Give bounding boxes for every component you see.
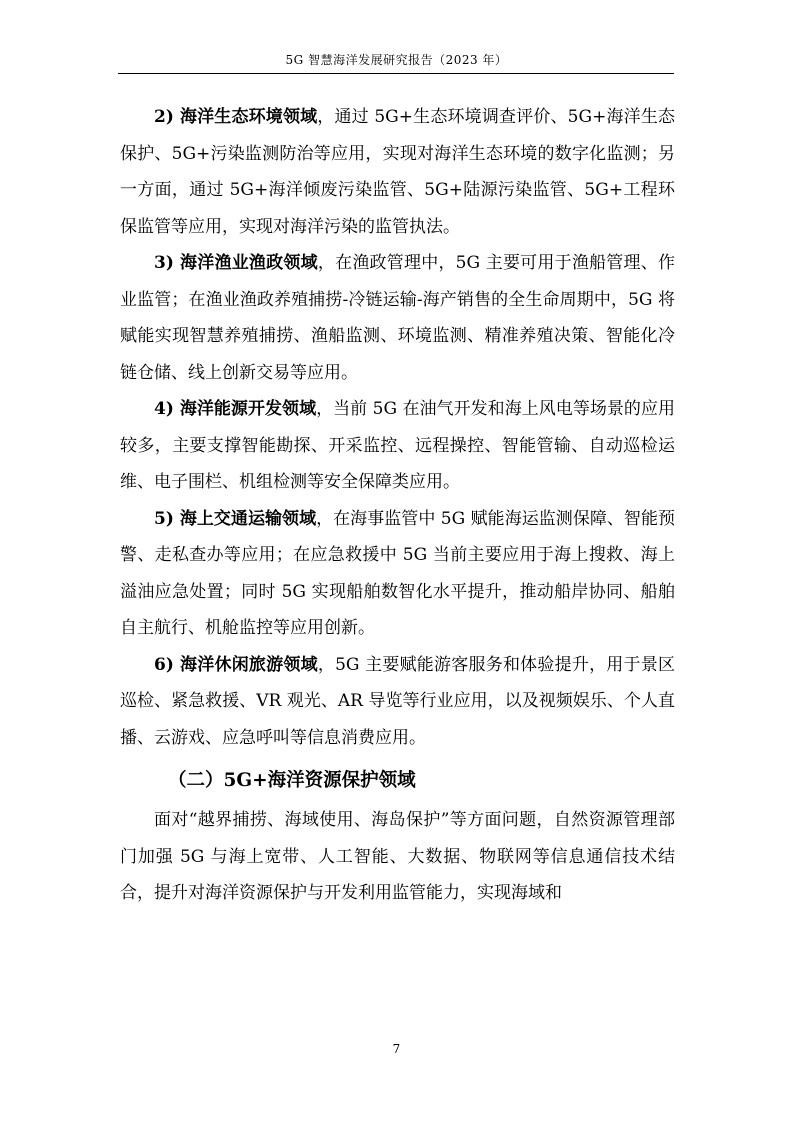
paragraph-text: ，通过 5G+生态环境调查评价、5G+海洋生态保护、5G+污染监测防治等应用，实现对海洋生态环境的数字化监测；另一方面，通过 5G+海洋倾废污染监管、5G+陆源污染监管、5G+工程环保监管等应用，实现对海洋污染的监管执法。 [120, 107, 675, 237]
paragraph-resource-protection: 面对“越界捕捞、海域使用、海岛保护”等方面问题，自然资源管理部门加强 5G 与海上宽带、人工智能、大数据、物联网等信息通信技术结合，提升对海洋资源保护与开发利用监管能力，实现海域和 [120, 810, 675, 903]
paragraph-tourism [120, 647, 675, 757]
page-number: 7 [392, 1042, 401, 1056]
paragraph-lead: 6) 海洋休闲旅游领域 [154, 654, 318, 675]
paragraph-transport [120, 501, 675, 647]
paragraph-text: ，在海事监管中 5G 赋能海运监测保障、智能预警、走私查办等应用；在应急救援中 5G 当前主要应用于海上搜救、海上溢油应急处置；同时 5G 实现船舶数智化水平提升，推动船岸协同、船舶自主航行、机舱监控等应用创新。 [120, 508, 676, 638]
paragraph-lead: 5) 海上交通运输领域 [154, 508, 317, 529]
paragraph-text: ，5G 主要赋能游客服务和体验提升，用于景区巡检、紧急救援、VR 观光、AR 导览等行业应用，以及视频娱乐、个人直播、云游戏、应急呼叫等信息消费应用。 [120, 654, 675, 748]
paragraph-lead: 4) 海洋能源开发领域 [154, 399, 317, 419]
paragraph-marine-ecology [120, 99, 675, 245]
paragraph-lead: 2) 海洋生态环境领域 [154, 107, 318, 127]
paragraph-text: ，当前 5G 在油气开发和海上风电等场景的应用较多，主要支撑智能勘探、开采监控、远程操控、智能管输、自动巡检运维、电子围栏、机组检测等安全保障类应用。 [120, 399, 676, 492]
document-body [120, 99, 675, 912]
section-heading: （二）5G+海洋资源保护领域 [168, 770, 416, 791]
paragraph-energy [120, 391, 675, 501]
paragraph-text: ，在渔政管理中，5G 主要可用于渔船管理、作业监管；在渔业渔政养殖捕捞-冷链运输-海产销售的全生命周期中，5G 将赋能实现智慧养殖捕捞、渔船监测、环境监测、精准养殖决策、智能化冷链仓储、线上创新交易等应用。 [120, 253, 675, 383]
paragraph-fishery [120, 245, 675, 391]
running-header: 5G 智慧海洋发展研究报告（2023 年） [285, 53, 508, 67]
header-rule [118, 73, 674, 74]
paragraph-lead: 3) 海洋渔业渔政领域 [154, 253, 318, 273]
